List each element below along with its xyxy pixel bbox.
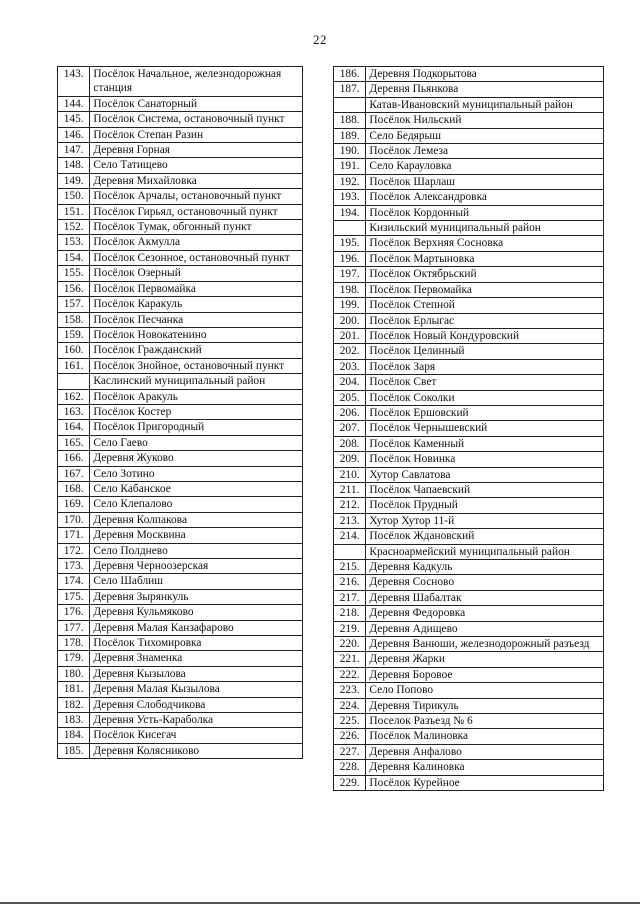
settlement-name: Посёлок Ждановский: [366, 529, 604, 544]
row-number: 208.: [334, 436, 366, 451]
settlement-name: Посёлок Чапаевский: [366, 482, 604, 497]
settlement-name: Посёлок Озерный: [90, 266, 303, 281]
settlement-name: Посёлок Знойное, остановочный пункт: [90, 358, 303, 373]
settlement-name: Деревня Кадкуль: [366, 560, 604, 575]
row-number: 162.: [58, 389, 90, 404]
table-row: [58, 343, 303, 358]
table-row: [58, 235, 303, 250]
table-row: [58, 697, 303, 712]
row-number: [334, 221, 366, 236]
table-row: [58, 636, 303, 651]
row-number: 222.: [334, 667, 366, 682]
row-number: 209.: [334, 452, 366, 467]
row-number: 202.: [334, 344, 366, 359]
settlement-name: Посёлок Октябрьский: [366, 267, 604, 282]
settlement-name: Деревня Ванюши, железнодорожный разъезд: [366, 637, 604, 652]
settlement-name: Деревня Калиновка: [366, 760, 604, 775]
settlement-name: Деревня Москвина: [90, 528, 303, 543]
table-row: [58, 451, 303, 466]
district-heading-row: [334, 97, 604, 112]
row-number: 179.: [58, 651, 90, 666]
row-number: 154.: [58, 250, 90, 265]
table-row: [58, 682, 303, 697]
row-number: 187.: [334, 82, 366, 97]
row-number: 190.: [334, 144, 366, 159]
settlement-name: Посёлок Кордонный: [366, 205, 604, 220]
table-row: [334, 714, 604, 729]
settlement-name: Село Шаблиш: [90, 574, 303, 589]
row-number: 161.: [58, 358, 90, 373]
district-name: Красноармейский муниципальный район: [366, 544, 604, 559]
district-name: Кизильский муниципальный район: [366, 221, 604, 236]
table-row: [58, 143, 303, 158]
table-row: [58, 127, 303, 142]
table-row: [58, 312, 303, 327]
settlement-name: Деревня Подкорытова: [366, 67, 604, 82]
table-row: [334, 760, 604, 775]
settlement-name: Посёлок Верхняя Сосновка: [366, 236, 604, 251]
row-number: 218.: [334, 606, 366, 621]
table-row: [334, 67, 604, 82]
settlement-name: Село Гаево: [90, 435, 303, 450]
settlement-name: Деревня Боровое: [366, 667, 604, 682]
row-number: 163.: [58, 404, 90, 419]
row-number: 197.: [334, 267, 366, 282]
table-row: [334, 652, 604, 667]
settlement-name: Посёлок Шарлаш: [366, 174, 604, 189]
row-number: [58, 374, 90, 389]
table-row: [334, 513, 604, 528]
table-row: [58, 404, 303, 419]
settlement-name: Деревня Жуково: [90, 451, 303, 466]
row-number: 173.: [58, 559, 90, 574]
table-row: [58, 497, 303, 512]
table-row: [334, 421, 604, 436]
row-number: 206.: [334, 405, 366, 420]
table-row: [334, 744, 604, 759]
row-number: 193.: [334, 190, 366, 205]
row-number: 201.: [334, 328, 366, 343]
row-number: 169.: [58, 497, 90, 512]
row-number: 177.: [58, 620, 90, 635]
table-row: [58, 435, 303, 450]
table-row: [58, 266, 303, 281]
table-row: [334, 205, 604, 220]
row-number: 170.: [58, 512, 90, 527]
settlement-name: Посёлок Первомайка: [90, 281, 303, 296]
settlement-name: Посёлок Лемеза: [366, 144, 604, 159]
table-row: [334, 529, 604, 544]
row-number: 156.: [58, 281, 90, 296]
row-number: 145.: [58, 112, 90, 127]
row-number: 151.: [58, 204, 90, 219]
table-row: [334, 328, 604, 343]
row-number: 217.: [334, 590, 366, 605]
settlement-name: Хутор Хутор 11-й: [366, 513, 604, 528]
row-number: 205.: [334, 390, 366, 405]
settlement-name: Деревня Кульмяково: [90, 605, 303, 620]
page-number: 22: [313, 32, 327, 47]
table-row: [334, 267, 604, 282]
settlement-name: Посёлок Первомайка: [366, 282, 604, 297]
table-row: [58, 389, 303, 404]
settlement-name: Село Клепалово: [90, 497, 303, 512]
table-body-left: [58, 67, 303, 759]
table-row: [334, 282, 604, 297]
table-row: [58, 297, 303, 312]
table-row: [58, 281, 303, 296]
table-row: [334, 498, 604, 513]
table-row: [334, 359, 604, 374]
table-row: [334, 637, 604, 652]
row-number: 185.: [58, 743, 90, 758]
settlement-name: Посёлок Нильский: [366, 113, 604, 128]
settlement-name: Деревня Малая Канзафарово: [90, 620, 303, 635]
row-number: 207.: [334, 421, 366, 436]
bottom-scan-edge: [0, 902, 640, 904]
row-number: 191.: [334, 159, 366, 174]
table-row: [334, 174, 604, 189]
table-row: [334, 128, 604, 143]
table-row: [334, 313, 604, 328]
row-number: 175.: [58, 589, 90, 604]
table-row: [58, 512, 303, 527]
table-row: [334, 405, 604, 420]
table-row: [334, 683, 604, 698]
settlement-name: Деревня Сосново: [366, 575, 604, 590]
settlement-name: Посёлок Новокатенино: [90, 327, 303, 342]
settlement-name: Деревня Кызылова: [90, 666, 303, 681]
table-row: [58, 528, 303, 543]
table-row: [334, 298, 604, 313]
table-row: [334, 667, 604, 682]
table-row: [334, 159, 604, 174]
row-number: 143.: [58, 67, 90, 97]
settlement-name: Посёлок Курейное: [366, 775, 604, 790]
table-row: [58, 112, 303, 127]
row-number: 164.: [58, 420, 90, 435]
settlement-name: Деревня Зырянкуль: [90, 589, 303, 604]
row-number: 226.: [334, 729, 366, 744]
row-number: 150.: [58, 189, 90, 204]
settlement-name: Посёлок Пригородный: [90, 420, 303, 435]
table-row: [334, 113, 604, 128]
row-number: 228.: [334, 760, 366, 775]
row-number: 148.: [58, 158, 90, 173]
settlement-name: Посёлок Кисегач: [90, 728, 303, 743]
row-number: 219.: [334, 621, 366, 636]
row-number: 186.: [334, 67, 366, 82]
row-number: 198.: [334, 282, 366, 297]
settlement-name: Посёлок Тумак, обгонный пункт: [90, 220, 303, 235]
settlement-name: Село Полднево: [90, 543, 303, 558]
table-row: [334, 482, 604, 497]
settlement-name: Посёлок Заря: [366, 359, 604, 374]
table-row: [334, 729, 604, 744]
settlement-name: Посёлок Малиновка: [366, 729, 604, 744]
table-row: [58, 481, 303, 496]
row-number: 223.: [334, 683, 366, 698]
row-number: 159.: [58, 327, 90, 342]
table-row: [334, 621, 604, 636]
table-row: [58, 358, 303, 373]
district-name: Каслинский муниципальный район: [90, 374, 303, 389]
table-row: [334, 560, 604, 575]
settlement-name: Село Бедярыш: [366, 128, 604, 143]
settlements-table-left: [57, 66, 303, 759]
row-number: 155.: [58, 266, 90, 281]
settlement-name: Деревня Жарки: [366, 652, 604, 667]
row-number: 196.: [334, 251, 366, 266]
table-row: [58, 189, 303, 204]
settlement-name: Деревня Знаменка: [90, 651, 303, 666]
row-number: 216.: [334, 575, 366, 590]
settlement-name: Посёлок Тихомировка: [90, 636, 303, 651]
row-number: 184.: [58, 728, 90, 743]
table-row: [334, 452, 604, 467]
settlement-name: Село Татищево: [90, 158, 303, 173]
row-number: 160.: [58, 343, 90, 358]
settlement-name: Посёлок Целинный: [366, 344, 604, 359]
row-number: 215.: [334, 560, 366, 575]
table-row: [334, 375, 604, 390]
settlement-name: Деревня Колпакова: [90, 512, 303, 527]
row-number: 176.: [58, 605, 90, 620]
table-row: [334, 82, 604, 97]
settlement-name: Посёлок Арчалы, остановочный пункт: [90, 189, 303, 204]
row-number: 153.: [58, 235, 90, 250]
row-number: 182.: [58, 697, 90, 712]
row-number: 149.: [58, 173, 90, 188]
table-row: [58, 204, 303, 219]
row-number: 203.: [334, 359, 366, 374]
row-number: 213.: [334, 513, 366, 528]
settlement-name: Деревня Тирикуль: [366, 698, 604, 713]
table-row: [334, 236, 604, 251]
table-row: [58, 559, 303, 574]
table-row: [58, 466, 303, 481]
row-number: 166.: [58, 451, 90, 466]
settlement-name: Посёлок Новый Кондуровский: [366, 328, 604, 343]
settlement-name: Посёлок Начальное, железнодорожная станция: [90, 67, 303, 97]
settlement-name: Посёлок Александровка: [366, 190, 604, 205]
table-row: [334, 144, 604, 159]
row-number: 167.: [58, 466, 90, 481]
table-row: [58, 651, 303, 666]
settlement-name: Посёлок Ершовский: [366, 405, 604, 420]
settlement-name: Посёлок Гражданский: [90, 343, 303, 358]
row-number: 147.: [58, 143, 90, 158]
row-number: 210.: [334, 467, 366, 482]
table-row: [58, 743, 303, 758]
row-number: 157.: [58, 297, 90, 312]
settlement-name: Посёлок Степной: [366, 298, 604, 313]
row-number: [334, 544, 366, 559]
row-number: 158.: [58, 312, 90, 327]
row-number: 174.: [58, 574, 90, 589]
table-row: [334, 251, 604, 266]
settlement-name: Деревня Адищево: [366, 621, 604, 636]
settlement-name: Деревня Усть-Караболка: [90, 713, 303, 728]
row-number: 152.: [58, 220, 90, 235]
table-row: [334, 344, 604, 359]
settlement-name: Деревня Шабалтак: [366, 590, 604, 605]
settlement-name: Деревня Федоровка: [366, 606, 604, 621]
table-row: [58, 589, 303, 604]
row-number: 195.: [334, 236, 366, 251]
row-number: 221.: [334, 652, 366, 667]
settlement-name: Деревня Михайловка: [90, 173, 303, 188]
table-row: [334, 467, 604, 482]
settlement-name: Село Попово: [366, 683, 604, 698]
row-number: 229.: [334, 775, 366, 790]
settlement-name: Посёлок Сезонное, остановочный пункт: [90, 250, 303, 265]
table-row: [58, 250, 303, 265]
settlement-name: Поселок Разъезд № 6: [366, 714, 604, 729]
settlement-name: Село Карауловка: [366, 159, 604, 174]
row-number: 214.: [334, 529, 366, 544]
table-row: [58, 620, 303, 635]
settlement-name: Хутор Савлатова: [366, 467, 604, 482]
settlement-name: Посёлок Степан Разин: [90, 127, 303, 142]
settlement-name: Деревня Слободчикова: [90, 697, 303, 712]
settlement-name: Посёлок Костер: [90, 404, 303, 419]
table-row: [58, 574, 303, 589]
row-number: 211.: [334, 482, 366, 497]
table-row: [334, 698, 604, 713]
settlement-name: Посёлок Прудный: [366, 498, 604, 513]
row-number: 194.: [334, 205, 366, 220]
table-row: [58, 713, 303, 728]
table-row: [334, 436, 604, 451]
row-number: 199.: [334, 298, 366, 313]
settlement-name: Деревня Малая Кызылова: [90, 682, 303, 697]
table-row: [334, 606, 604, 621]
table-row: [58, 173, 303, 188]
district-heading-row: [334, 544, 604, 559]
row-number: 168.: [58, 481, 90, 496]
row-number: 200.: [334, 313, 366, 328]
row-number: 188.: [334, 113, 366, 128]
settlement-name: Посёлок Ерлыгас: [366, 313, 604, 328]
table-row: [58, 67, 303, 97]
settlement-name: Деревня Колясниково: [90, 743, 303, 758]
settlement-name: Посёлок Соколки: [366, 390, 604, 405]
row-number: 180.: [58, 666, 90, 681]
table-row: [58, 666, 303, 681]
settlement-name: Деревня Черноозерская: [90, 559, 303, 574]
settlement-name: Посёлок Система, остановочный пункт: [90, 112, 303, 127]
row-number: 181.: [58, 682, 90, 697]
settlement-name: Посёлок Каменный: [366, 436, 604, 451]
row-number: 189.: [334, 128, 366, 143]
table-row: [334, 590, 604, 605]
settlements-table-right: [333, 66, 604, 791]
settlement-name: Посёлок Аракуль: [90, 389, 303, 404]
table-row: [334, 390, 604, 405]
row-number: 146.: [58, 127, 90, 142]
table-row: [58, 543, 303, 558]
row-number: 171.: [58, 528, 90, 543]
table-row: [334, 190, 604, 205]
settlement-name: Деревня Анфалово: [366, 744, 604, 759]
settlement-name: Посёлок Новинка: [366, 452, 604, 467]
district-heading-row: [334, 221, 604, 236]
table-row: [58, 327, 303, 342]
settlement-name: Деревня Пьянкова: [366, 82, 604, 97]
table-row: [58, 96, 303, 111]
settlement-name: Посёлок Акмулла: [90, 235, 303, 250]
settlement-name: Посёлок Каракуль: [90, 297, 303, 312]
table-row: [58, 605, 303, 620]
table-row: [58, 158, 303, 173]
row-number: 204.: [334, 375, 366, 390]
table-row: [58, 420, 303, 435]
row-number: 178.: [58, 636, 90, 651]
row-number: [334, 97, 366, 112]
row-number: 172.: [58, 543, 90, 558]
settlement-name: Посёлок Санаторный: [90, 96, 303, 111]
row-number: 225.: [334, 714, 366, 729]
row-number: 224.: [334, 698, 366, 713]
settlement-name: Село Зотино: [90, 466, 303, 481]
district-heading-row: [58, 374, 303, 389]
district-name: Катав-Ивановский муниципальный район: [366, 97, 604, 112]
settlement-name: Село Кабанское: [90, 481, 303, 496]
row-number: 165.: [58, 435, 90, 450]
settlement-name: Посёлок Мартыновка: [366, 251, 604, 266]
table-row: [334, 575, 604, 590]
settlement-name: Посёлок Свет: [366, 375, 604, 390]
row-number: 192.: [334, 174, 366, 189]
row-number: 183.: [58, 713, 90, 728]
row-number: 144.: [58, 96, 90, 111]
row-number: 227.: [334, 744, 366, 759]
row-number: 212.: [334, 498, 366, 513]
table-row: [58, 220, 303, 235]
settlement-name: Деревня Горная: [90, 143, 303, 158]
table-row: [334, 775, 604, 790]
settlement-name: Посёлок Песчанка: [90, 312, 303, 327]
table-body-right: [334, 67, 604, 791]
table-row: [58, 728, 303, 743]
settlement-name: Посёлок Чернышевский: [366, 421, 604, 436]
settlement-name: Посёлок Гирьял, остановочный пункт: [90, 204, 303, 219]
row-number: 220.: [334, 637, 366, 652]
